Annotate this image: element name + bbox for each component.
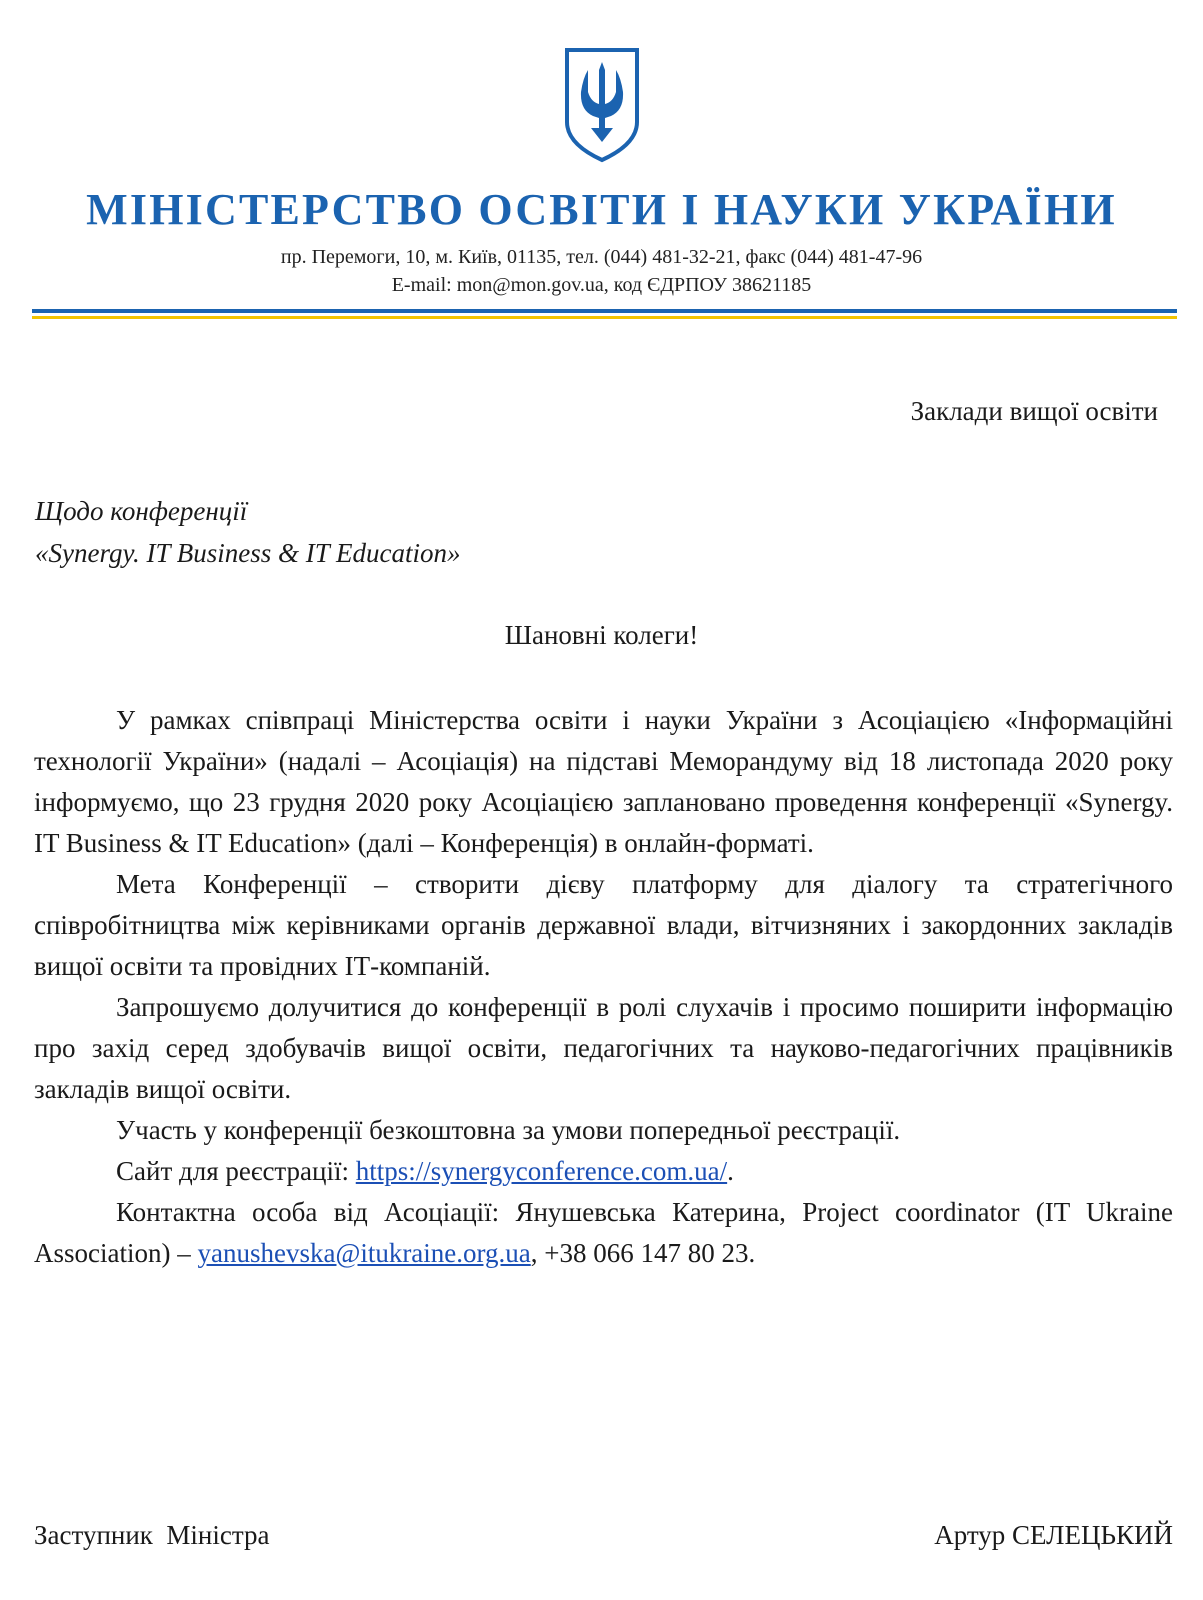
paragraph-5 bbox=[34, 1151, 1173, 1192]
paragraph-1: У рамках співпраці Міністерства освіти і науки України з Асоціацією «Інформаційні технології України» (надалі – Асоціація) на підставі Меморандуму від 18 листопада 2020 року інформуємо, що 23 грудня 2020 року Асоціацією заплановано проведення конференції «Synergy. IT Business & IT Education» (далі – Конференція) в онлайн-форматі. bbox=[34, 705, 1173, 858]
letter-body bbox=[34, 700, 1173, 1274]
registration-link[interactable]: https://synergyconference.com.ua/ bbox=[355, 1156, 728, 1186]
subject-line-2: «Synergy. IT Business & IT Education» bbox=[35, 538, 461, 568]
recipient: Заклади вищої освіти bbox=[910, 396, 1158, 426]
header-rule-blue bbox=[32, 309, 1177, 313]
paragraph-2: Мета Конференції – створити дієву платформу для діалогу та стратегічного співробітництва між керівниками органів державної влади, вітчизняних і закордонних закладів вищої освіти та провідних ІТ-компаній. bbox=[34, 869, 1173, 981]
registration-label: Сайт для реєстрації: bbox=[116, 1156, 356, 1186]
header-rule-yellow bbox=[32, 316, 1177, 319]
contact-email-link[interactable]: yanushevska@itukraine.org.ua bbox=[197, 1238, 531, 1268]
signatory-position: Заступник Міністра bbox=[34, 1520, 270, 1550]
subject bbox=[35, 490, 461, 574]
contact-label: Контактна особа від Асоціації: Янушевська Катерина, Project coordinator (IT Ukraine Association) – bbox=[34, 1197, 1173, 1268]
contact-phone: , +38 066 147 80 23. bbox=[530, 1238, 756, 1268]
paragraph-3: Запрошуємо долучитися до конференції в ролі слухачів і просимо поширити інформацію про захід серед здобувачів вищої освіти, педагогічних та науково-педагогічних працівників закладів вищої освіти. bbox=[34, 992, 1173, 1104]
signatory-name: Артур СЕЛЕЦЬКИЙ bbox=[934, 1520, 1173, 1550]
subject-line-1: Щодо конференції bbox=[35, 496, 248, 526]
paragraph-6 bbox=[34, 1192, 1173, 1274]
greeting: Шановні колеги! bbox=[504, 620, 699, 650]
address-line: пр. Перемоги, 10, м. Київ, 01135, тел. (044) 481-32-21, факс (044) 481-47-96 bbox=[280, 246, 923, 268]
trident-coat-of-arms-icon bbox=[561, 44, 643, 164]
ministry-title: МІНІСТЕРСТВО ОСВІТИ І НАУКИ УКРАЇНИ bbox=[86, 185, 1117, 234]
paragraph-4: Участь у конференції безкоштовна за умови попередньої реєстрації. bbox=[116, 1115, 901, 1145]
registration-suffix: . bbox=[727, 1156, 734, 1186]
email-line: E-mail: mon@mon.gov.ua, код ЄДРПОУ 38621185 bbox=[391, 274, 812, 296]
